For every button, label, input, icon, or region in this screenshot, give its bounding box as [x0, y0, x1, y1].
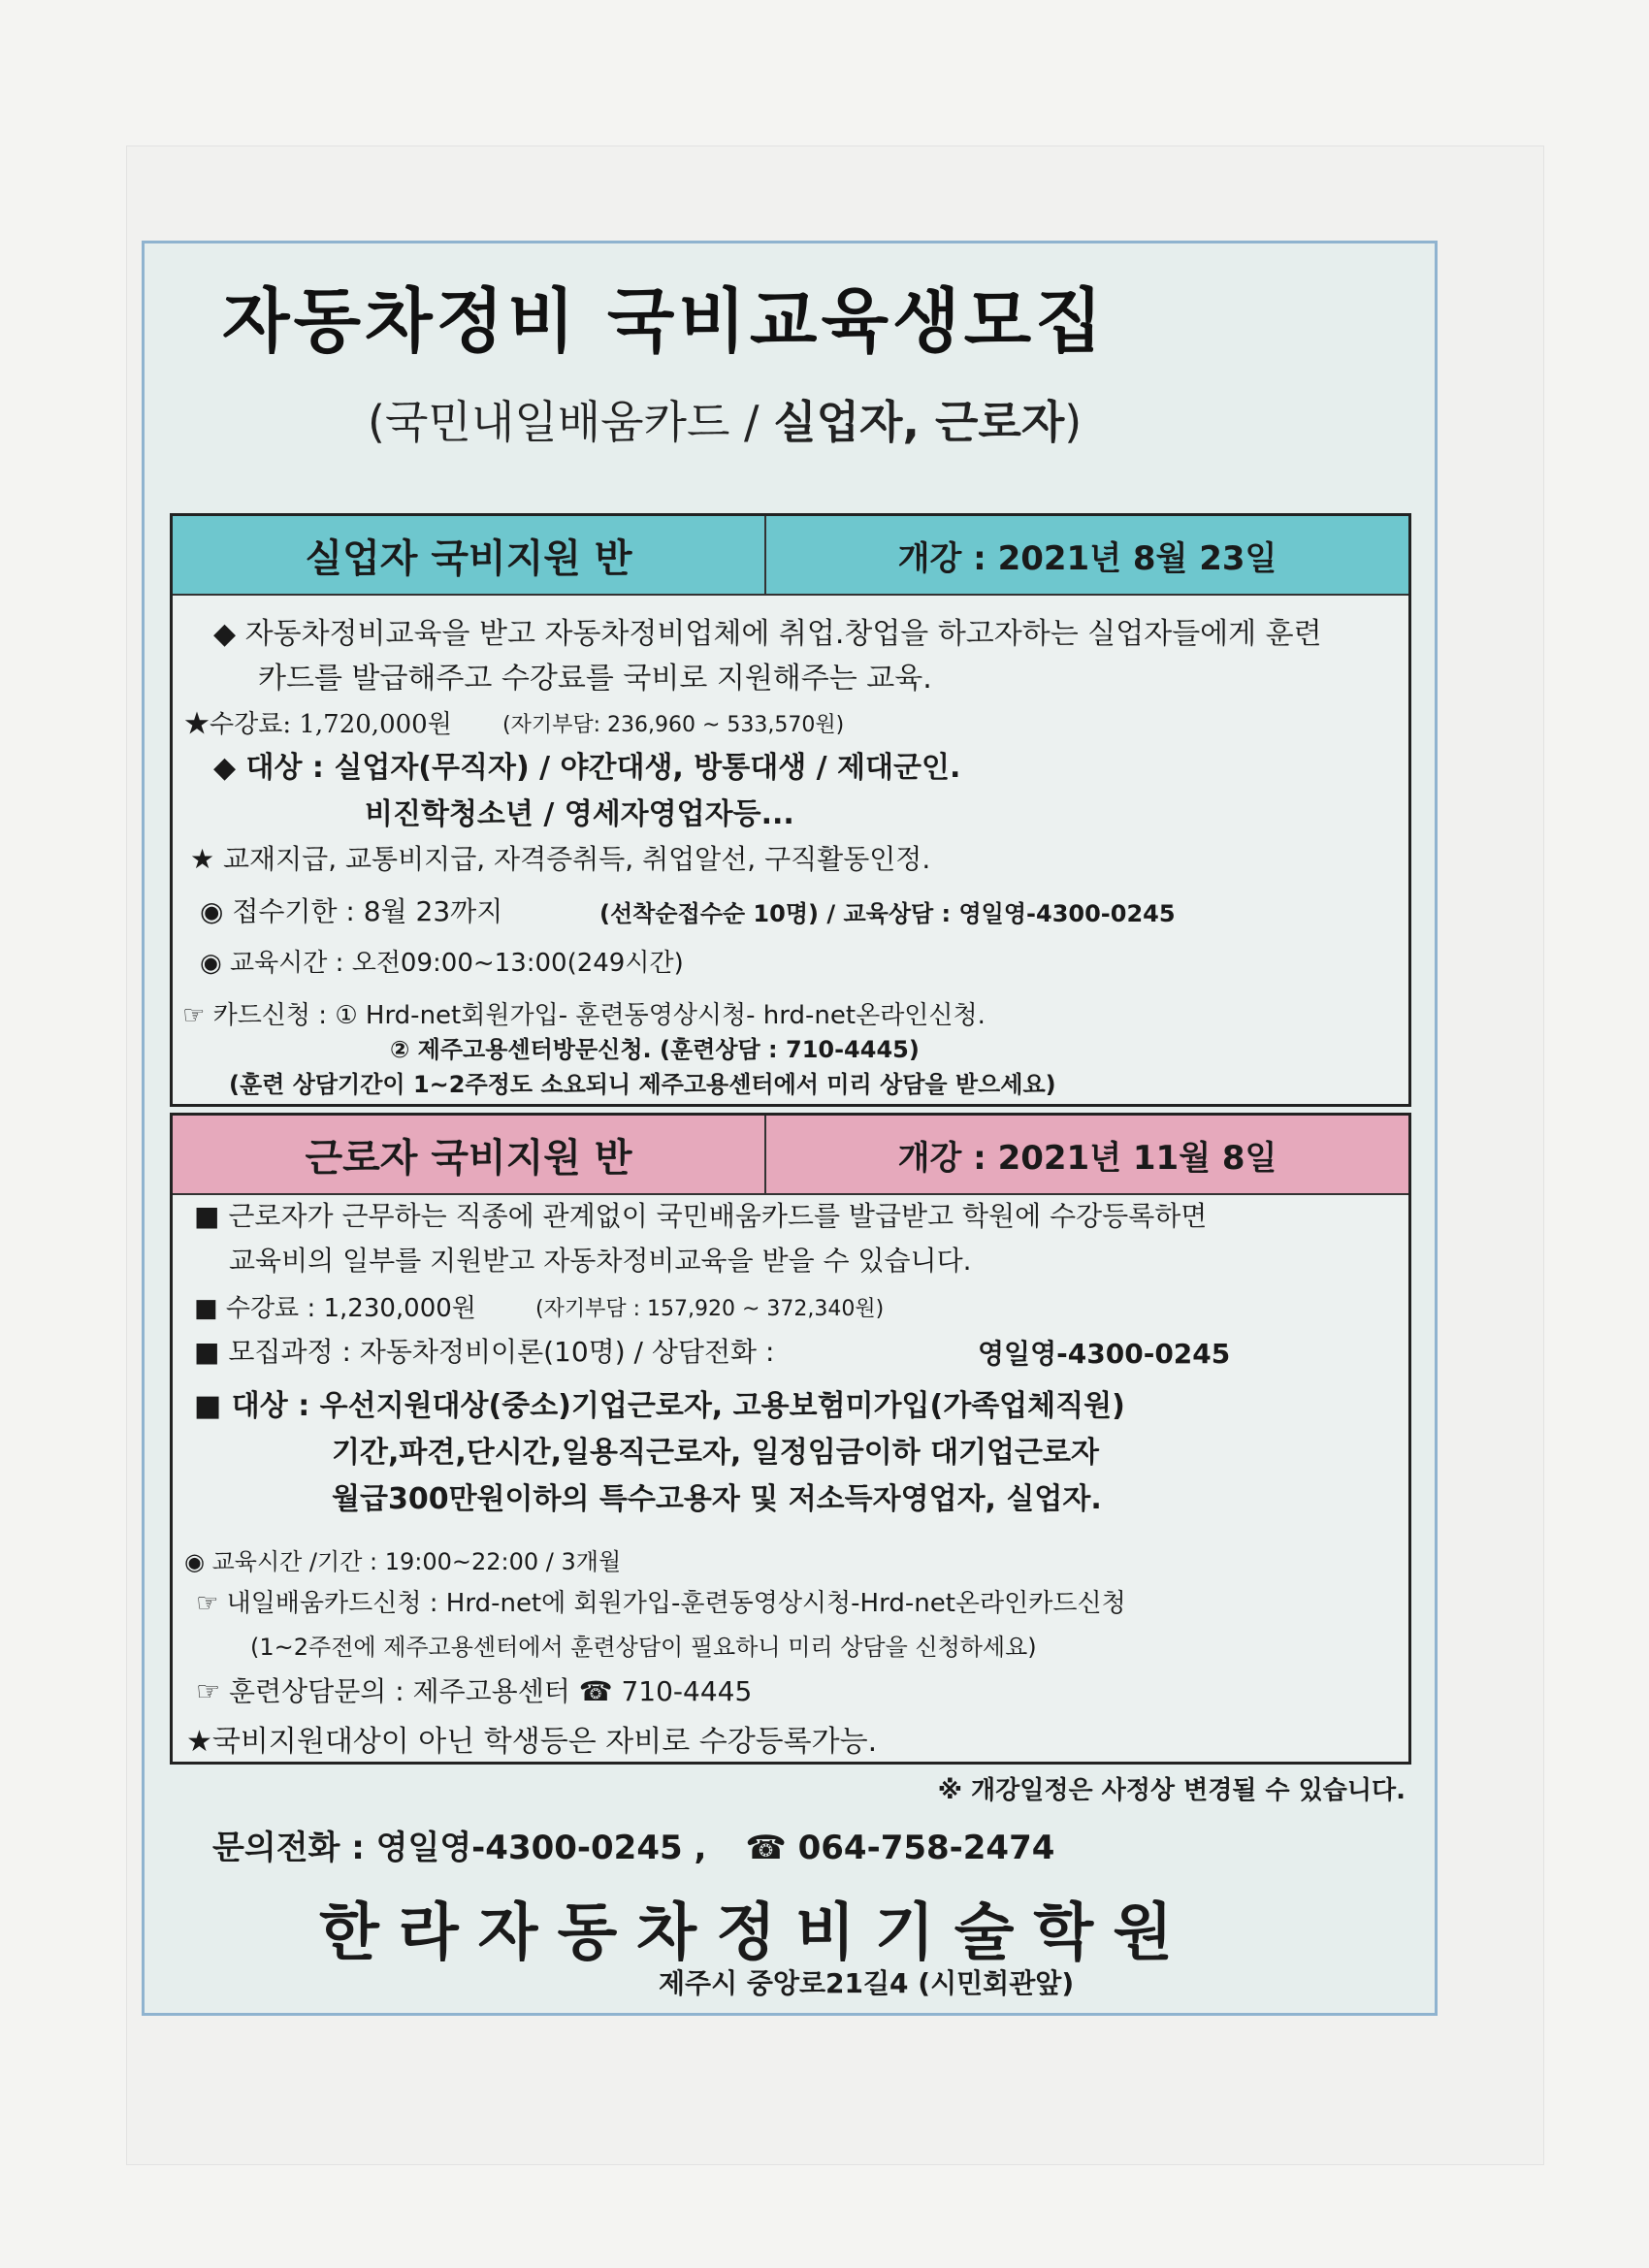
subtitle-prefix: (국민내일배움카드 /: [368, 396, 774, 448]
text-line: ◉ 교육시간 : 오전09:00~13:00(249시간): [200, 949, 684, 978]
text-line: (1~2주전에 제주고용센터에서 훈련상담이 필요하니 미리 상담을 신청하세요): [250, 1634, 1037, 1661]
text-line: ② 제주고용센터방문신청. (훈련상담 : 710-4445): [390, 1036, 920, 1063]
section-name: 근로자 국비지원 반: [173, 1116, 766, 1193]
text-line: 비진학청소년 / 영세자영업자등...: [365, 797, 794, 831]
academy-address: 제주시 중앙로21길4 (시민회관앞): [659, 1967, 1075, 1999]
text-line: (자기부담 : 157,920 ~ 372,340원): [535, 1297, 885, 1321]
text-line: (선착순접수순 10명) / 교육상담 : 영일영-4300-0245: [599, 900, 1176, 927]
text-line: 카드를 발급해주고 수강료를 국비로 지원해주는 교육.: [258, 662, 932, 696]
flyer-title: 자동차정비 국비교육생모집: [222, 280, 1107, 362]
text-line: ■ 근로자가 근무하는 직종에 관계없이 국민배움카드를 발급받고 학원에 수강등록하면: [194, 1200, 1208, 1232]
text-line: ☞ 카드신청 : ① Hrd-net회원가입- 훈련동영상시청- hrd-net온라인신청.: [182, 1001, 986, 1030]
section-date: 개강 : 2021년 8월 23일: [897, 538, 1277, 578]
text-line: 교육비의 일부를 지원받고 자동차정비교육을 받을 수 있습니다.: [229, 1245, 972, 1277]
subtitle-suffix: ): [1064, 396, 1083, 448]
unemployed-section: [170, 513, 1411, 1107]
contact-phone: ☎ 064-758-2474: [745, 1829, 1055, 1867]
text-line: ◆ 대상 : 실업자(무직자) / 야간대생, 방통대생 / 제대군인.: [213, 751, 961, 785]
text-line: ★국비지원대상이 아닌 학생등은 자비로 수강등록가능.: [186, 1725, 878, 1759]
text-line: (자기부담: 236,960 ~ 533,570원): [502, 713, 845, 737]
flyer: [142, 241, 1438, 2016]
text-line: ★ 교재지급, 교통비지급, 자격증취득, 취업알선, 구직활동인정.: [190, 843, 931, 875]
text-line: ★수강료: 1,720,000원: [184, 710, 452, 739]
worker-section: [170, 1113, 1411, 1765]
text-line: ■ 수강료 : 1,230,000원: [194, 1294, 476, 1323]
text-line: ☞ 훈련상담문의 : 제주고용센터 ☎ 710-4445: [196, 1675, 753, 1707]
text-line: ◉ 교육시간 /기간 : 19:00~22:00 / 3개월: [184, 1548, 622, 1575]
text-line: ◆ 자동차정비교육을 받고 자동차정비업체에 취업.창업을 하고자하는 실업자들에게 훈련: [213, 617, 1322, 651]
text-line: 영일영-4300-0245: [978, 1338, 1231, 1370]
text-line: 기간,파견,단시간,일용직근로자, 일정임금이하 대기업근로자: [332, 1436, 1099, 1470]
contact-label: 문의전화 : 영일영-4300-0245 ,: [212, 1829, 707, 1867]
text-line: (훈련 상담기간이 1~2주정도 소요되니 제주고용센터에서 미리 상담을 받으세요): [229, 1071, 1056, 1098]
text-line: ■ 모집과정 : 자동차정비이론(10명) / 상담전화 :: [194, 1336, 775, 1368]
section-name: 실업자 국비지원 반: [173, 516, 766, 594]
text-line: ◉ 접수기한 : 8월 23까지: [200, 895, 503, 927]
schedule-note: ※ 개강일정은 사정상 변경될 수 있습니다.: [937, 1776, 1406, 1805]
text-line: ■ 대상 : 우선지원대상(중소)기업근로자, 고용보험미가입(가족업체직원): [194, 1389, 1125, 1423]
text-line: ☞ 내일배움카드신청 : Hrd-net에 회원가입-훈련동영상시청-Hrd-net온라인카드신청: [196, 1589, 1126, 1618]
subtitle-bold: 실업자, 근로자: [773, 396, 1065, 448]
section-date: 개강 : 2021년 11월 8일: [897, 1138, 1277, 1178]
flyer-subtitle: [368, 387, 1082, 451]
worker-section-header: [173, 1116, 1408, 1195]
text-line: 월급300만원이하의 특수고용자 및 저소득자영업자, 실업자.: [332, 1482, 1102, 1516]
academy-name: 한라자동차정비기술학원: [319, 1897, 1193, 1969]
unemployed-section-header: [173, 516, 1408, 596]
contact-line: [212, 1821, 1054, 1868]
